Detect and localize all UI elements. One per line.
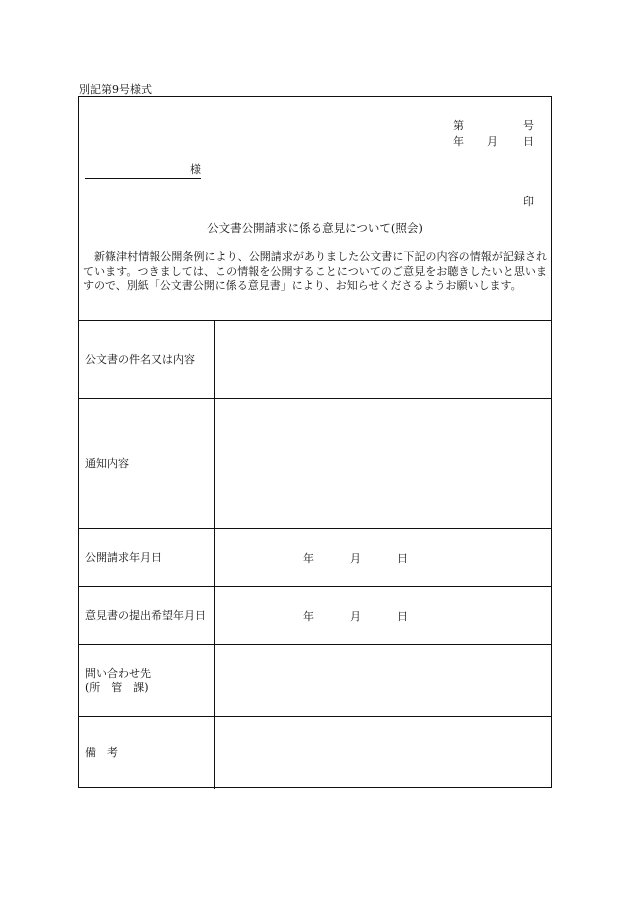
contact-label-line2: (所 管 課) xyxy=(85,680,149,694)
row-value-notice xyxy=(215,399,552,529)
request-date-month: 月 xyxy=(350,551,361,565)
row-label-contact xyxy=(79,645,215,717)
row-label-request-date: 公開請求年月日 xyxy=(79,529,215,587)
row-value-request-date xyxy=(215,529,552,587)
document-number-prefix: 第 xyxy=(453,119,464,132)
row-label-subject: 公文書の件名又は内容 xyxy=(79,321,215,399)
info-table xyxy=(79,320,551,789)
form-number-label: 別記第9号様式 xyxy=(79,83,152,96)
contact-label-line1: 問い合わせ先 xyxy=(85,666,151,680)
addressee-suffix: 様 xyxy=(190,163,201,176)
opinion-date-year: 年 xyxy=(303,609,314,623)
row-value-remarks xyxy=(215,717,552,789)
table-row xyxy=(79,529,551,587)
document-date-day: 日 xyxy=(523,135,534,148)
document-number xyxy=(453,117,534,133)
row-value-opinion-date xyxy=(215,587,552,645)
row-label-notice: 通知内容 xyxy=(79,399,215,529)
request-date-year: 年 xyxy=(303,551,314,565)
addressee-line xyxy=(85,161,201,179)
opinion-date-day: 日 xyxy=(397,609,408,623)
request-date-day: 日 xyxy=(397,551,408,565)
document-date xyxy=(453,133,534,149)
row-label-opinion-date: 意見書の提出希望年月日 xyxy=(79,587,215,645)
opinion-date-month: 月 xyxy=(350,609,361,623)
row-label-remarks: 備 考 xyxy=(79,717,215,789)
row-value-subject xyxy=(215,321,552,399)
intro-paragraph: 新篠津村情報公開条例により、公開請求がありました公文書に下記の内容の情報が記録されています。つきましては、この情報を公開することについてのご意見をお聴きしたいと思いますので、別紙「公文書公開に係る意見書」により、お知らせくださるようお願いします。 xyxy=(83,250,547,292)
table-row xyxy=(79,717,551,789)
document-number-suffix: 号 xyxy=(523,119,534,132)
document-date-month: 月 xyxy=(487,135,498,148)
table-row xyxy=(79,587,551,645)
document-date-year: 年 xyxy=(453,135,464,148)
notice-form xyxy=(78,96,552,788)
seal-mark: 印 xyxy=(523,195,534,208)
table-row xyxy=(79,399,551,529)
table-row xyxy=(79,645,551,717)
row-value-contact xyxy=(215,645,552,717)
document-title: 公文書公開請求に係る意見について(照会) xyxy=(207,221,423,235)
table-row xyxy=(79,321,551,399)
